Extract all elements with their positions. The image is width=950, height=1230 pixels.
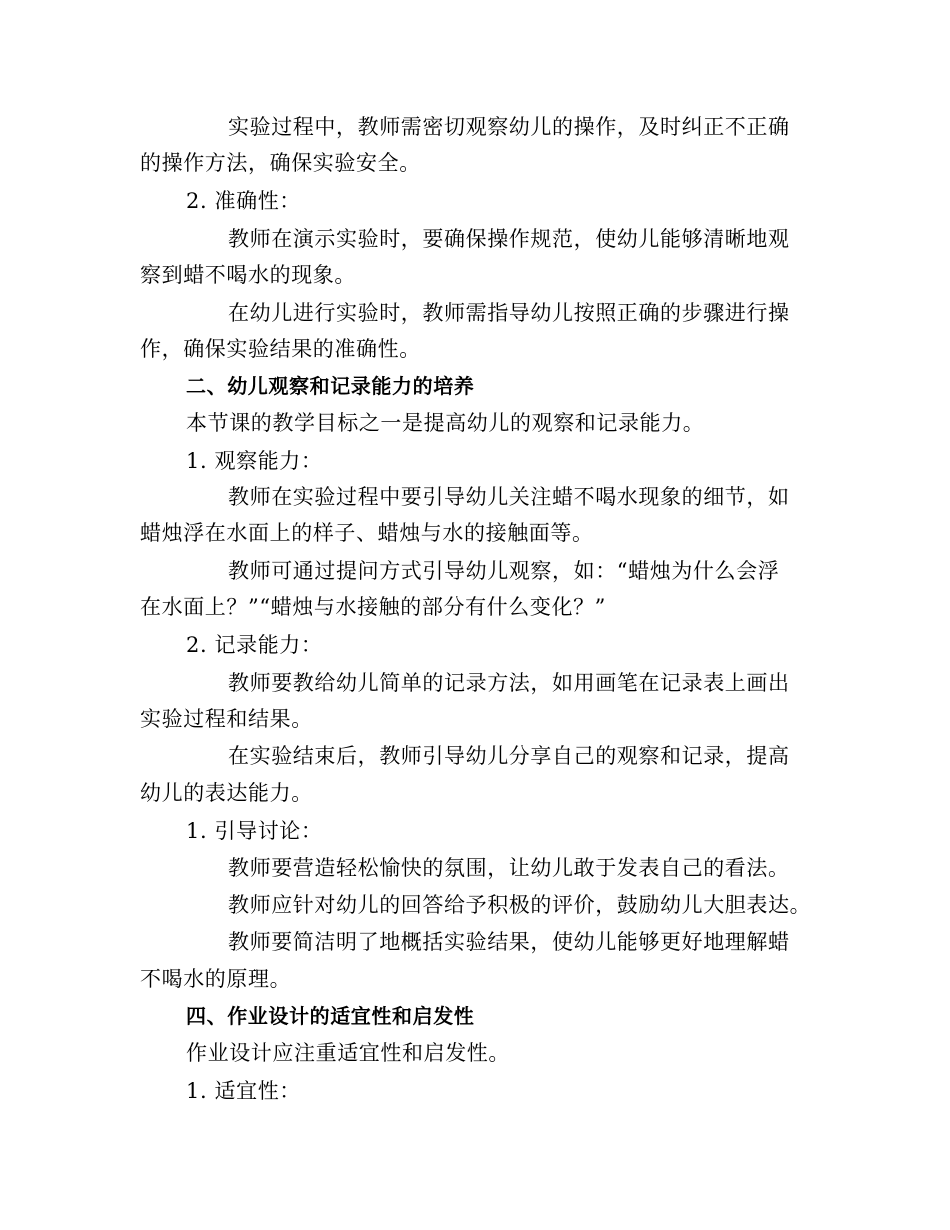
paragraph-line: 教师应针对幼儿的回答给予积极的评价，鼓励幼儿大胆表达。 [228,893,812,917]
list-item-label: 1. 适宜性： [186,1079,301,1103]
paragraph-line: 教师在演示实验时，要确保操作规范，使幼儿能够清晰地观 [228,227,790,251]
paragraph-line: 作，确保实验结果的准确性。 [140,337,421,361]
paragraph-line: 在实验结束后，教师引导幼儿分享自己的观察和记录，提高 [228,744,790,768]
paragraph-line: 察到蜡不喝水的现象。 [140,263,356,287]
paragraph-line: 教师要简洁明了地概括实验结果，使幼儿能够更好地理解蜡 [228,930,790,954]
list-item-label: 1. 观察能力： [186,449,323,473]
section-heading: 四、作业设计的适宜性和启发性 [186,1004,475,1028]
list-item-label: 1. 引导讨论： [186,819,323,843]
paragraph-line: 的操作方法，确保实验安全。 [140,151,421,175]
paragraph-line: 教师要教给幼儿简单的记录方法，如用画笔在记录表上画出 [228,671,790,695]
paragraph-line: 在幼儿进行实验时，教师需指导幼儿按照正确的步骤进行操 [228,301,790,325]
paragraph-line: 本节课的教学目标之一是提高幼儿的观察和记录能力。 [186,411,705,435]
paragraph-line: 在水面上？”“蜡烛与水接触的部分有什么变化？” [140,595,607,619]
section-heading: 二、幼儿观察和记录能力的培养 [186,374,475,398]
paragraph-line: 蜡烛浮在水面上的样子、蜡烛与水的接触面等。 [140,521,594,545]
paragraph-line: 教师可通过提问方式引导幼儿观察，如：“蜡烛为什么会浮 [228,559,780,583]
list-item-label: 2. 准确性： [186,189,301,213]
paragraph-line: 教师要营造轻松愉快的氛围，让幼儿敢于发表自己的看法。 [228,856,790,880]
paragraph-line: 作业设计应注重适宜性和启发性。 [186,1041,510,1065]
paragraph-line: 幼儿的表达能力。 [140,781,313,805]
paragraph-line: 实验过程和结果。 [140,707,313,731]
paragraph-line: 实验过程中，教师需密切观察幼儿的操作，及时纠正不正确 [228,115,790,139]
paragraph-line: 不喝水的原理。 [140,967,292,991]
list-item-label: 2. 记录能力： [186,633,323,657]
paragraph-line: 教师在实验过程中要引导幼儿关注蜡不喝水现象的细节，如 [228,485,790,509]
